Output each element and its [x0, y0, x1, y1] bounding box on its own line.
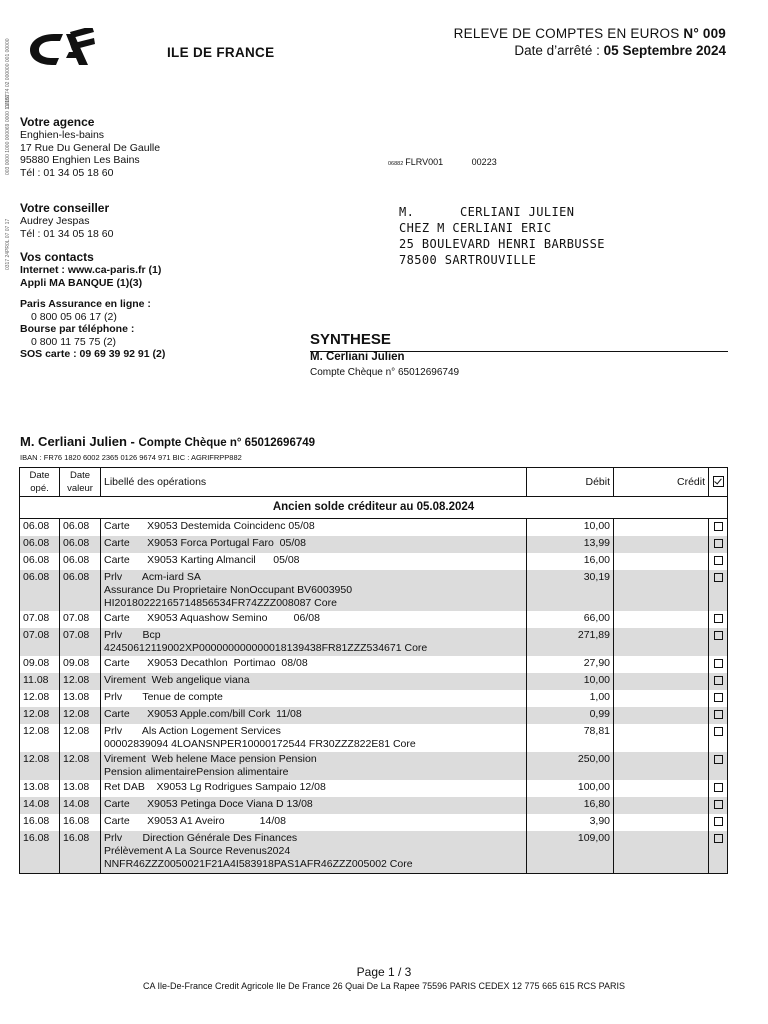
- operations-table: [19, 467, 728, 874]
- debit-cell: 0,99: [527, 707, 614, 724]
- check-cell: [709, 690, 728, 707]
- page-number: Page 1 / 3: [356, 965, 412, 979]
- label-cell: [101, 656, 527, 673]
- label-line: Carte X9053 Karting Almancil 05/08: [104, 554, 300, 566]
- date-op-cell: 07.08: [20, 611, 60, 628]
- date-op-cell: 07.08: [20, 628, 60, 656]
- statement-title: RELEVE DE COMPTES EN EUROS N° 009: [453, 26, 726, 41]
- label-line: Carte X9053 Destemida Coincidenc 05/08: [104, 520, 315, 532]
- synthesis-account: Compte Chèque n° 65012696749: [310, 367, 460, 378]
- credit-cell: [614, 611, 709, 628]
- checkbox-icon[interactable]: [714, 631, 723, 640]
- table-row: [20, 536, 728, 553]
- label-cell: [101, 690, 527, 707]
- date-value-cell: 07.08: [60, 628, 101, 656]
- advisor-tel: Tél : 01 34 05 18 60: [20, 227, 114, 240]
- date-value-cell: 06.08: [60, 519, 101, 537]
- table-row: [20, 553, 728, 570]
- side-code: 003 0000 1000 000069 0000 11/101: [5, 94, 11, 175]
- checkbox-icon[interactable]: [714, 755, 723, 764]
- mail-reference: 06882 FLRV001 00223: [388, 157, 497, 167]
- table-row: [20, 707, 728, 724]
- label-cell: [101, 797, 527, 814]
- account-title: M. Cerliani Julien - Compte Chèque n° 65012696749: [20, 434, 316, 449]
- date-value-cell: 12.08: [60, 724, 101, 752]
- check-cell: [709, 628, 728, 656]
- agency-block: [20, 115, 160, 179]
- header-label: Libellé des opérations: [101, 468, 527, 497]
- credit-cell: [614, 707, 709, 724]
- checkbox-icon[interactable]: [714, 783, 723, 792]
- date-op-cell: 12.08: [20, 690, 60, 707]
- header-credit: Crédit: [614, 468, 709, 497]
- label-cell: [101, 553, 527, 570]
- credit-cell: [614, 628, 709, 656]
- check-cell: [709, 707, 728, 724]
- label-cell: [101, 611, 527, 628]
- checkbox-icon[interactable]: [714, 659, 723, 668]
- check-cell: [709, 752, 728, 780]
- synthesis-title: SYNTHESE: [310, 331, 391, 348]
- label-cell: [101, 752, 527, 780]
- table-row: [20, 797, 728, 814]
- table-row: [20, 752, 728, 780]
- synthesis-holder: M. Cerliani Julien: [310, 351, 405, 363]
- side-code: 0317 24PR0L 07 07 17: [5, 218, 11, 270]
- checkbox-icon[interactable]: [714, 522, 723, 531]
- contact-insurance-label: Paris Assurance en ligne :: [20, 298, 151, 310]
- table-row: [20, 814, 728, 831]
- debit-cell: 16,00: [527, 553, 614, 570]
- debit-cell: 1,00: [527, 690, 614, 707]
- label-line: Carte X9053 Aquashow Semino 06/08: [104, 612, 320, 624]
- label-line: Virement Web helene Mace pension Pension: [104, 753, 317, 765]
- label-cell: [101, 831, 527, 874]
- checkbox-icon[interactable]: [714, 556, 723, 565]
- contact-stock-label: Bourse par téléphone :: [20, 323, 135, 335]
- header-debit: Débit: [527, 468, 614, 497]
- check-cell: [709, 814, 728, 831]
- label-line: Prélèvement A La Source Revenus2024: [104, 845, 291, 857]
- statement-date: Date d’arrêté : 05 Septembre 2024: [514, 43, 726, 58]
- checkbox-icon[interactable]: [714, 676, 723, 685]
- credit-cell: [614, 724, 709, 752]
- table-row: [20, 570, 728, 611]
- debit-cell: 100,00: [527, 780, 614, 797]
- date-op-cell: 06.08: [20, 536, 60, 553]
- debit-cell: 109,00: [527, 831, 614, 874]
- label-cell: [101, 536, 527, 553]
- label-line: Prlv Bcp: [104, 629, 161, 641]
- date-op-cell: 16.08: [20, 831, 60, 874]
- table-row: [20, 673, 728, 690]
- credit-cell: [614, 536, 709, 553]
- date-op-cell: 06.08: [20, 553, 60, 570]
- date-value-cell: 16.08: [60, 814, 101, 831]
- date-value-cell: 16.08: [60, 831, 101, 874]
- label-cell: [101, 707, 527, 724]
- label-line: Prlv Als Action Logement Services: [104, 725, 281, 737]
- check-cell: [709, 553, 728, 570]
- check-cell: [709, 519, 728, 537]
- debit-cell: 30,19: [527, 570, 614, 611]
- label-line: Assurance Du Proprietaire NonOccupant BV6003950: [104, 584, 353, 596]
- recipient-address: M. CERLIANI JULIEN CHEZ M CERLIANI ERIC 25 BOULEVARD HENRI BARBUSSE 78500 SARTROUVILLE: [399, 205, 605, 267]
- date-op-cell: 06.08: [20, 519, 60, 537]
- date-value-cell: 13.08: [60, 780, 101, 797]
- contact-app: Appli MA BANQUE (1)(3): [20, 276, 143, 289]
- region-name: ILE DE FRANCE: [167, 45, 275, 60]
- label-line: Carte X9053 Petinga Doce Viana D 13/08: [104, 798, 313, 810]
- iban-line: IBAN : FR76 1820 6002 2365 0126 9674 971 BIC : AGRIFRPP882: [20, 453, 242, 462]
- checkbox-icon[interactable]: [714, 834, 723, 843]
- agency-city: 95880 Enghien Les Bains: [20, 154, 140, 166]
- credit-cell: [614, 690, 709, 707]
- contact-insurance-tel: 0 800 05 06 17 (2): [31, 310, 117, 323]
- check-cell: [709, 724, 728, 752]
- check-cell: [709, 780, 728, 797]
- agency-name: Enghien-les-bains: [20, 129, 105, 141]
- table-row: [20, 690, 728, 707]
- label-line: 42450612119002XP000000000000018139438FR81ZZZ534671 Core: [104, 642, 428, 654]
- table-row: [20, 656, 728, 673]
- advisor-block: [20, 201, 113, 240]
- agency-street: 17 Rue Du General De Gaulle: [20, 141, 161, 154]
- label-line: Prlv Tenue de compte: [104, 691, 223, 703]
- table-header: [20, 468, 728, 497]
- previous-balance-row: [20, 497, 728, 519]
- debit-cell: 250,00: [527, 752, 614, 780]
- checkbox-icon[interactable]: [714, 710, 723, 719]
- contacts-label: Vos contacts: [20, 250, 94, 264]
- credit-cell: [614, 831, 709, 874]
- credit-cell: [614, 797, 709, 814]
- date-op-cell: 14.08: [20, 797, 60, 814]
- table-row: [20, 628, 728, 656]
- date-op-cell: 16.08: [20, 814, 60, 831]
- checkbox-icon[interactable]: [714, 693, 723, 702]
- label-cell: [101, 780, 527, 797]
- debit-cell: 13,99: [527, 536, 614, 553]
- date-op-cell: 11.08: [20, 673, 60, 690]
- checkbox-icon[interactable]: [714, 539, 723, 548]
- checkbox-icon[interactable]: [714, 817, 723, 826]
- table-row: [20, 780, 728, 797]
- credit-cell: [614, 553, 709, 570]
- date-value-cell: 13.08: [60, 690, 101, 707]
- label-line: Carte X9053 Apple.com/bill Cork 11/08: [104, 708, 302, 720]
- debit-cell: 78,81: [527, 724, 614, 752]
- debit-cell: 10,00: [527, 519, 614, 537]
- previous-balance: Ancien solde créditeur au 05.08.2024: [20, 497, 728, 519]
- debit-cell: 271,89: [527, 628, 614, 656]
- check-cell: [709, 536, 728, 553]
- contact-stock-tel: 0 800 11 75 75 (2): [31, 335, 117, 348]
- check-cell: [709, 831, 728, 874]
- label-cell: [101, 673, 527, 690]
- side-code: 0015774 02 000000 001 00000: [5, 38, 11, 108]
- check-cell: [709, 797, 728, 814]
- legal-footer: CA Ile-De-France Credit Agricole Ile De France 26 Quai De La Rapee 75596 PARIS CEDEX 12 775 665 615 RCS PARIS: [143, 981, 625, 991]
- advisor-label: Votre conseiller: [20, 201, 110, 215]
- date-value-cell: 07.08: [60, 611, 101, 628]
- table-row: [20, 831, 728, 874]
- advisor-name: Audrey Jespas: [20, 215, 90, 227]
- date-op-cell: 12.08: [20, 707, 60, 724]
- credit-agricole-logo: [26, 28, 96, 70]
- contacts-block: [20, 250, 165, 361]
- date-value-cell: 14.08: [60, 797, 101, 814]
- label-line: Carte X9053 Forca Portugal Faro 05/08: [104, 537, 306, 549]
- date-op-cell: 12.08: [20, 752, 60, 780]
- debit-cell: 10,00: [527, 673, 614, 690]
- date-value-cell: 06.08: [60, 570, 101, 611]
- date-op-cell: 13.08: [20, 780, 60, 797]
- agency-label: Votre agence: [20, 115, 95, 129]
- check-cell: [709, 570, 728, 611]
- debit-cell: 66,00: [527, 611, 614, 628]
- contact-internet: Internet : www.ca-paris.fr (1): [20, 264, 162, 276]
- credit-cell: [614, 814, 709, 831]
- checkbox-icon[interactable]: [714, 614, 723, 623]
- credit-cell: [614, 656, 709, 673]
- checked-box-icon: [713, 476, 724, 487]
- label-line: Prlv Direction Générale Des Finances: [104, 832, 298, 844]
- label-line: 00002839094 4LOANSNPER10000172544 FR30ZZZ822E81 Core: [104, 738, 416, 750]
- label-line: Virement Web angelique viana: [104, 674, 250, 686]
- debit-cell: 27,90: [527, 656, 614, 673]
- header-check: [709, 468, 728, 497]
- header-date-op: Date opé.: [20, 468, 60, 497]
- date-value-cell: 12.08: [60, 673, 101, 690]
- label-cell: [101, 519, 527, 537]
- checkbox-icon[interactable]: [714, 573, 723, 582]
- debit-cell: 16,80: [527, 797, 614, 814]
- table-row: [20, 724, 728, 752]
- check-cell: [709, 656, 728, 673]
- label-line: Pension alimentairePension alimentaire: [104, 766, 289, 778]
- table-row: [20, 519, 728, 537]
- check-cell: [709, 673, 728, 690]
- contact-sos-card: SOS carte : 09 69 39 92 91 (2): [20, 348, 166, 360]
- date-value-cell: 06.08: [60, 553, 101, 570]
- table-row: [20, 611, 728, 628]
- label-line: HI20180222165714856534FR74ZZZ008087 Core: [104, 597, 337, 609]
- credit-cell: [614, 570, 709, 611]
- header-date-value: Date valeur: [60, 468, 101, 497]
- label-cell: [101, 570, 527, 611]
- label-cell: [101, 814, 527, 831]
- label-line: NNFR46ZZZ0050021F21A4I583918PAS1AFR46ZZZ005002 Core: [104, 858, 413, 870]
- date-op-cell: 09.08: [20, 656, 60, 673]
- date-value-cell: 12.08: [60, 752, 101, 780]
- label-line: Carte X9053 A1 Aveiro 14/08: [104, 815, 286, 827]
- label-line: Prlv Acm-iard SA: [104, 571, 201, 583]
- date-value-cell: 09.08: [60, 656, 101, 673]
- agency-tel: Tél : 01 34 05 18 60: [20, 166, 114, 179]
- label-cell: [101, 628, 527, 656]
- credit-cell: [614, 519, 709, 537]
- date-op-cell: 06.08: [20, 570, 60, 611]
- date-value-cell: 06.08: [60, 536, 101, 553]
- check-cell: [709, 611, 728, 628]
- checkbox-icon[interactable]: [714, 800, 723, 809]
- debit-cell: 3,90: [527, 814, 614, 831]
- credit-cell: [614, 673, 709, 690]
- credit-cell: [614, 780, 709, 797]
- date-value-cell: 12.08: [60, 707, 101, 724]
- label-line: Ret DAB X9053 Lg Rodrigues Sampaio 12/08: [104, 781, 326, 793]
- credit-cell: [614, 752, 709, 780]
- checkbox-icon[interactable]: [714, 727, 723, 736]
- label-line: Carte X9053 Decathlon Portimao 08/08: [104, 657, 308, 669]
- date-op-cell: 12.08: [20, 724, 60, 752]
- label-cell: [101, 724, 527, 752]
